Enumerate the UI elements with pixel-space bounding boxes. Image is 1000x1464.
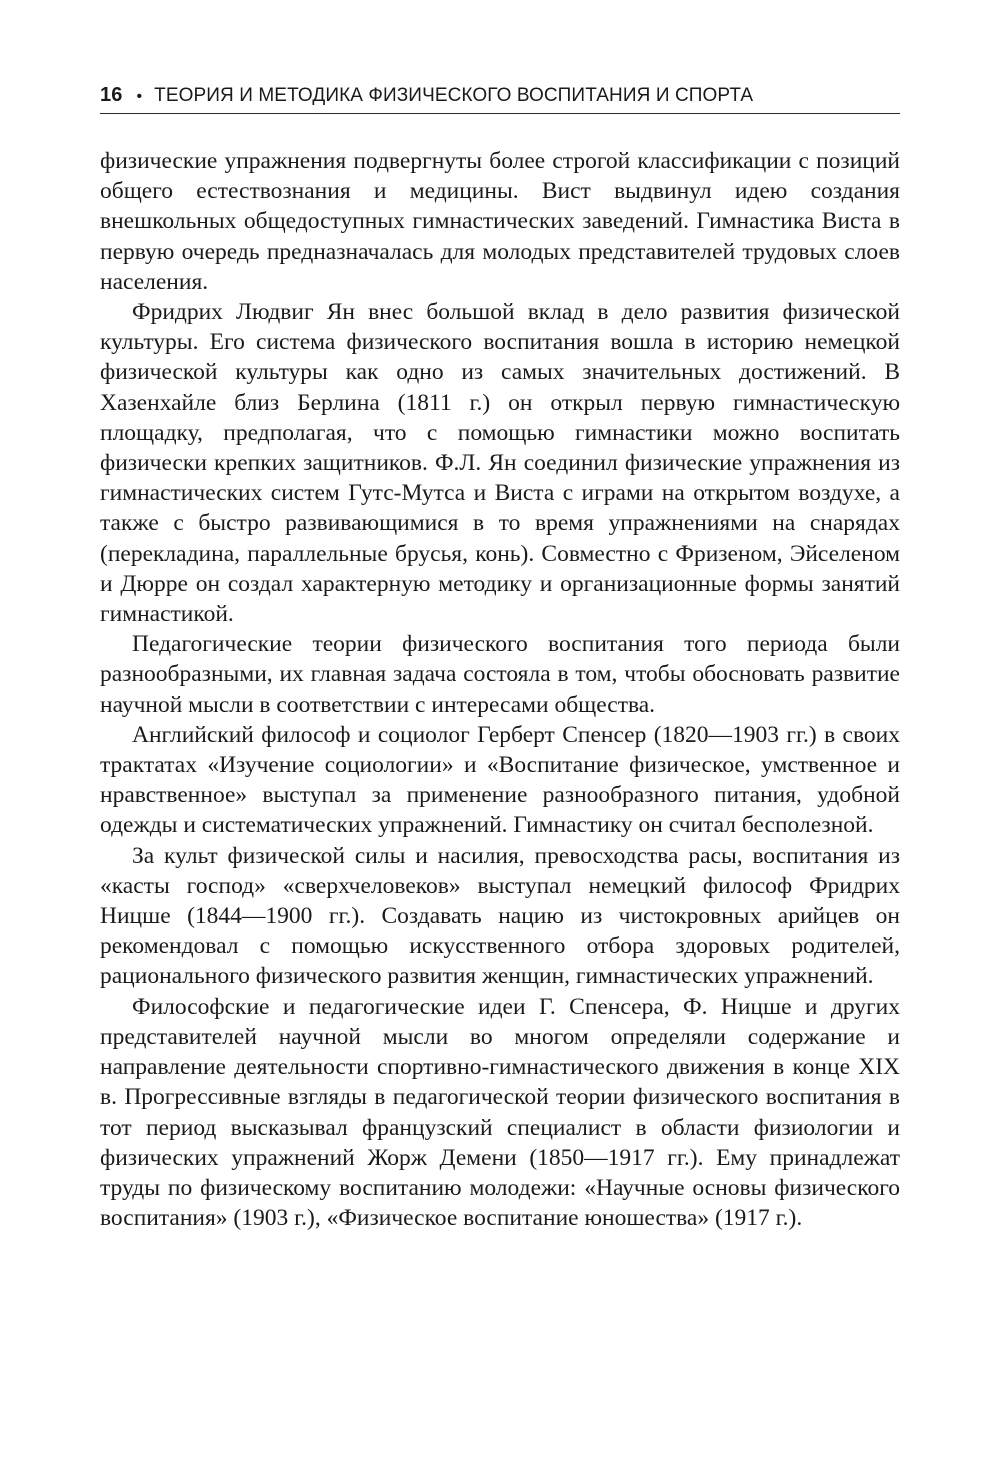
paragraph: Философские и педагогические идеи Г. Спенсера, Ф. Ницше и других представителей научной мысли во многом определяли содержание и направление деятельности спортивно-гимнастического движения в конце XIX в. Прогрессивные взгляды в педагогической теории физического воспитания в тот период высказывал французский специалист в области физиологии и физических упражнений Жорж Демени (1850—1917 гг.). Ему принадлежат труды по физическому воспитанию молодежи: «Научные основы физического воспитания» (1903 г.), «Физическое воспитание юношества» (1917 г.). [100,993,900,1232]
paragraph: Английский философ и социолог Герберт Спенсер (1820—1903 гг.) в своих трактатах «Изучение социологии» и «Воспитание физическое, умственное и нравственное» выступал за применение разнообразного питания, удобной одежды и систематических упражнений. Гимнастику он считал бесполезной. [100,721,900,839]
paragraph: За культ физической силы и насилия, превосходства расы, воспитания из «касты господ» «сверхчеловеков» выступал немецкий философ Фридрих Ницше (1844—1900 гг.). Создавать нацию из чистокровных арийцев он рекомендовал с помощью искусственного отбора здоровых родителей, рационального физического развития женщин, гимнастических упражнений. [100,842,900,990]
running-header [100,84,900,114]
page-number: 16 [100,84,123,106]
header-separator: • [136,88,143,105]
body-text [100,146,900,1233]
book-page [100,84,900,1233]
paragraph: Фридрих Людвиг Ян внес большой вклад в дело развития физической культуры. Его система физического воспитания вошла в историю немецкой физической культуры как одно из самых значительных достижений. В Хазенхайле близ Берлина (1811 г.) он открыл первую гимнастическую площадку, предполагая, что с помощью гимнастики можно воспитать физически крепких защитников. Ф.Л. Ян соединил физические упражнения из гимнастических систем Гутс-Мутса и Виста с играми на открытом воздухе, а также с быстро развивающимися в то время упражнениями на снарядах (перекладина, параллельные брусья, конь). Совместно с Фризеном, Эйселеном и Дюрре он создал характерную методику и организационные формы занятий гимнастикой. [100,299,900,628]
paragraph-continued: физические упражнения подвергнуты более строгой классификации с позиций общего естествознания и медицины. Вист выдвинул идею создания внешкольных общедоступных гимнастических заведений. Гимнастика Виста в первую очередь предназначалась для молодых представителей трудовых слоев населения. [100,148,900,295]
running-title: ТЕОРИЯ И МЕТОДИКА ФИЗИЧЕСКОГО ВОСПИТАНИЯ И СПОРТА [154,85,754,106]
paragraph: Педагогические теории физического воспитания того периода были разнообразными, их главная задача состояла в том, чтобы обосновать развитие научной мысли в соответствии с интересами общества. [100,631,900,718]
